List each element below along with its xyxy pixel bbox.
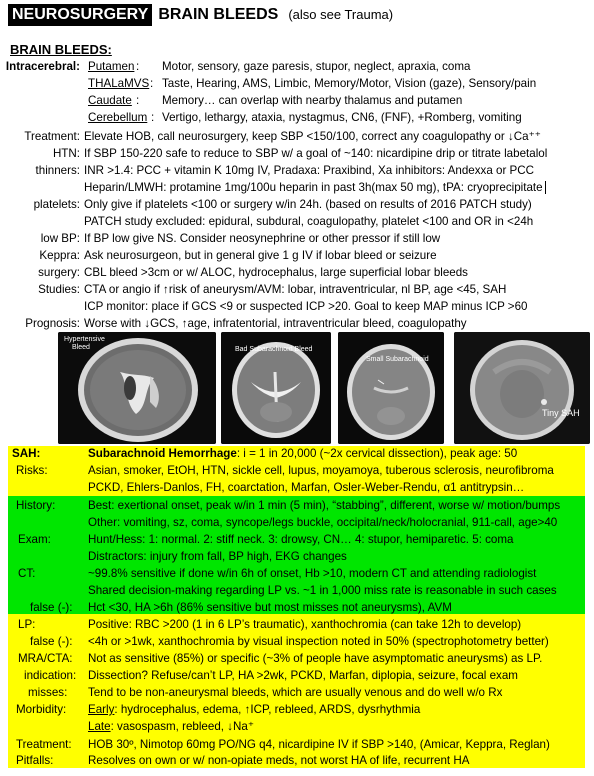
term-putamen: Putamen bbox=[88, 60, 135, 73]
thalamvs-text: Taste, Hearing, AMS, Limbic, Memory/Motor, Vision (gaze), Sensory/pain bbox=[162, 77, 537, 90]
exam-text: Hunt/Hess: 1: normal. 2: stiff neck. 3: drowsy, CN… 4: stupor, hemiparetic. 5: coma bbox=[88, 533, 514, 546]
treatment-label: Treatment: bbox=[16, 738, 72, 751]
lp-false-text: <4h or >1wk, xanthochromia by visual inspection noted in 50% (spectrophotometry better) bbox=[88, 635, 549, 648]
falseneg-label: false (-): bbox=[30, 601, 73, 614]
sah-heading: Subarachnoid Hemorrhage bbox=[88, 447, 237, 460]
ct-image-small-sah bbox=[338, 332, 444, 444]
indication-label: indication: bbox=[24, 669, 77, 682]
mgmt-text: ICP monitor: place if GCS <9 or suspected ICP >20. Goal to keep MAP minus ICP >60 bbox=[84, 300, 528, 313]
mgmt-text: INR >1.4: PCC + vitamin K 10mg IV, Pradaxa: Praxibind, Xa inhibitors: Andexxa or PCC bbox=[84, 164, 535, 177]
risks-text: PCKD, Ehlers-Danlos, FH, coarctation, Marfan, Osler-Weber-Rendu, α1 antitrypsin… bbox=[88, 481, 525, 494]
misses-text: Tend to be non-aneurysmal bleeds, which are usually venous and do well w/o Rx bbox=[88, 686, 503, 699]
falseneg-text: Hct <30, HA >6h (86% sensitive but most misses not aneurysms), AVM bbox=[88, 601, 452, 614]
ct-text: ~99.8% sensitive if done w/in 6h of onset, Hb >10, modern CT and attending radiologist bbox=[88, 567, 537, 580]
mgmt-label: platelets: bbox=[33, 198, 80, 211]
mgmt-text-inner: Heparin/LMWH: protamine 1mg/100u heparin in past 3h(max 50 mg), tPA: cryoprecipitate bbox=[84, 181, 543, 194]
mgmt-label: surgery: bbox=[38, 266, 80, 279]
mgmt-label: Treatment: bbox=[24, 130, 80, 143]
term-cerebellum: Cerebellum bbox=[88, 111, 148, 124]
ct-images bbox=[58, 332, 590, 444]
header-boxed-title: NEUROSURGERY bbox=[8, 4, 152, 26]
ct-caption: Bad Subarachnoid Bleed bbox=[235, 346, 313, 353]
ct-image-tiny-sah bbox=[454, 332, 590, 444]
morbidity-early-term: Early bbox=[88, 703, 115, 716]
morbidity-late-term: Late bbox=[88, 720, 111, 733]
mgmt-text: If BP low give NS. Consider neosynephrine or other pressor if still low bbox=[84, 232, 441, 245]
mgmt-label: Prognosis: bbox=[25, 317, 80, 330]
ct-label: CT: bbox=[18, 567, 36, 580]
history-label: History: bbox=[16, 499, 56, 512]
cerebellum-text: Vertigo, lethargy, ataxia, nystagmus, CN6, (FNF), +Romberg, vomiting bbox=[162, 111, 522, 124]
page-header bbox=[8, 4, 393, 26]
mgmt-text: Only give if platelets <100 or surgery w/in 24h. (based on results of 2016 PATCH study) bbox=[84, 198, 532, 211]
mgmt-text: If SBP 150-220 safe to reduce to SBP w/ a goal of ~140: nicardipine drip or titrate labetalol bbox=[84, 147, 548, 160]
caudate-text: Memory… can overlap with nearby thalamus and putamen bbox=[162, 94, 463, 107]
mgmt-text: CTA or angio if ↑risk of aneurysm/AVM: lobar, intraventricular, nl BP, age <45, SAH bbox=[84, 283, 507, 296]
mgmt-label: HTN: bbox=[52, 147, 80, 160]
exam-text: Distractors: injury from fall, BP high, EKG changes bbox=[88, 550, 347, 563]
risks-text: Asian, smoker, EtOH, HTN, sickle cell, lupus, moyamoya, tuberous sclerosis, neurofibroma bbox=[88, 464, 554, 477]
mgmt-text: Ask neurosurgeon, but in general give 1 g IV if lobar bleed or seizure bbox=[84, 249, 437, 262]
history-text: Other: vomiting, sz, coma, syncope/legs buckle, occipital/neck/holocranial, 911-call, age>40 bbox=[88, 516, 558, 529]
mgmt-label: thinners: bbox=[35, 164, 80, 177]
pitfalls-label: Pitfalls: bbox=[16, 754, 54, 767]
exam-label: Exam: bbox=[18, 533, 51, 546]
mra-text: Not as sensitive (85%) or specific (~3% of people have asymptomatic aneurysms) as LP. bbox=[88, 652, 543, 665]
ct-image-bad-sah bbox=[221, 332, 331, 444]
morbidity-late-text: : vasospasm, rebleed, ↓Na⁺ bbox=[110, 720, 254, 733]
mgmt-label: low BP: bbox=[40, 232, 80, 245]
mgmt-text bbox=[84, 179, 546, 196]
risks-label: Risks: bbox=[16, 464, 48, 477]
ct-caption: Tiny SAH bbox=[542, 408, 580, 418]
treatment-text: HOB 30º, Nimotop 60mg PO/NG q4, nicardipine IV if SBP >140, (Amicar, Keppra, Reglan) bbox=[88, 738, 550, 751]
mgmt-text: PATCH study excluded: epidural, subdural, coagulopathy, platelet <100 and OR in <24h bbox=[84, 215, 534, 228]
mgmt-label: Studies: bbox=[38, 283, 80, 296]
history-text: Best: exertional onset, peak w/in 1 min (5 min), “stabbing”, different, worse w/ motion/bumps bbox=[88, 499, 561, 512]
mgmt-label: Keppra: bbox=[39, 249, 80, 262]
ct-caption: Small Subarachnoid bbox=[366, 356, 429, 363]
ct-caption: Hypertensive bbox=[64, 336, 105, 343]
mgmt-text: CBL bleed >3cm or w/ ALOC, hydrocephalus, large superficial lobar bleeds bbox=[84, 266, 468, 279]
text-cursor bbox=[545, 181, 546, 194]
intracerebral-label: Intracerebral: bbox=[5, 60, 80, 73]
morbidity-label: Morbidity: bbox=[16, 703, 67, 716]
ct-text: Shared decision-making regarding LP vs. ~1 in 1,000 miss rate is reasonable in such cases bbox=[88, 584, 557, 597]
sah-heading-rest: : i = 1 in 20,000 (~2x cervical dissection), peak age: 50 bbox=[236, 447, 518, 460]
mra-label: MRA/CTA: bbox=[18, 652, 73, 665]
pitfalls-text: Resolves on own or w/ non-opiate meds, not worst HA of life, recurrent HA bbox=[88, 754, 470, 767]
lp-text: Positive: RBC >200 (1 in 6 LP’s traumatic), xanthochromia (can take 12h to develop) bbox=[88, 618, 522, 631]
indication-text: Dissection? Refuse/can’t LP, HA >2wk, PCKD, Marfan, diplopia, seizure, focal exam bbox=[88, 669, 518, 682]
putamen-text: Motor, sensory, gaze paresis, stupor, neglect, apraxia, coma bbox=[162, 60, 471, 73]
ct-caption: Bleed bbox=[72, 344, 90, 351]
lp-label: LP: bbox=[18, 618, 36, 631]
ct-image-hypertensive-bleed bbox=[58, 332, 216, 444]
header-subtitle: (also see Trauma) bbox=[288, 7, 394, 22]
mgmt-text: Elevate HOB, call neurosurgery, keep SBP <150/100, correct any coagulopathy or ↓Ca⁺⁺ bbox=[84, 130, 541, 143]
morbidity-early-text: : hydrocephalus, edema, ↑ICP, rebleed, ARDS, dysrhythmia bbox=[114, 703, 421, 716]
term-caudate: Caudate bbox=[88, 94, 132, 107]
misses-label: misses: bbox=[28, 686, 68, 699]
lp-false-label: false (-): bbox=[30, 635, 73, 648]
mgmt-text: Worse with ↓GCS, ↑age, infratentorial, intraventricular bleed, coagulopathy bbox=[84, 317, 467, 330]
sah-label: SAH: bbox=[12, 447, 41, 460]
section-title: BRAIN BLEEDS: bbox=[10, 42, 112, 57]
header-title: BRAIN BLEEDS bbox=[158, 6, 279, 23]
term-thalamvs: THALaMVS bbox=[88, 77, 150, 90]
